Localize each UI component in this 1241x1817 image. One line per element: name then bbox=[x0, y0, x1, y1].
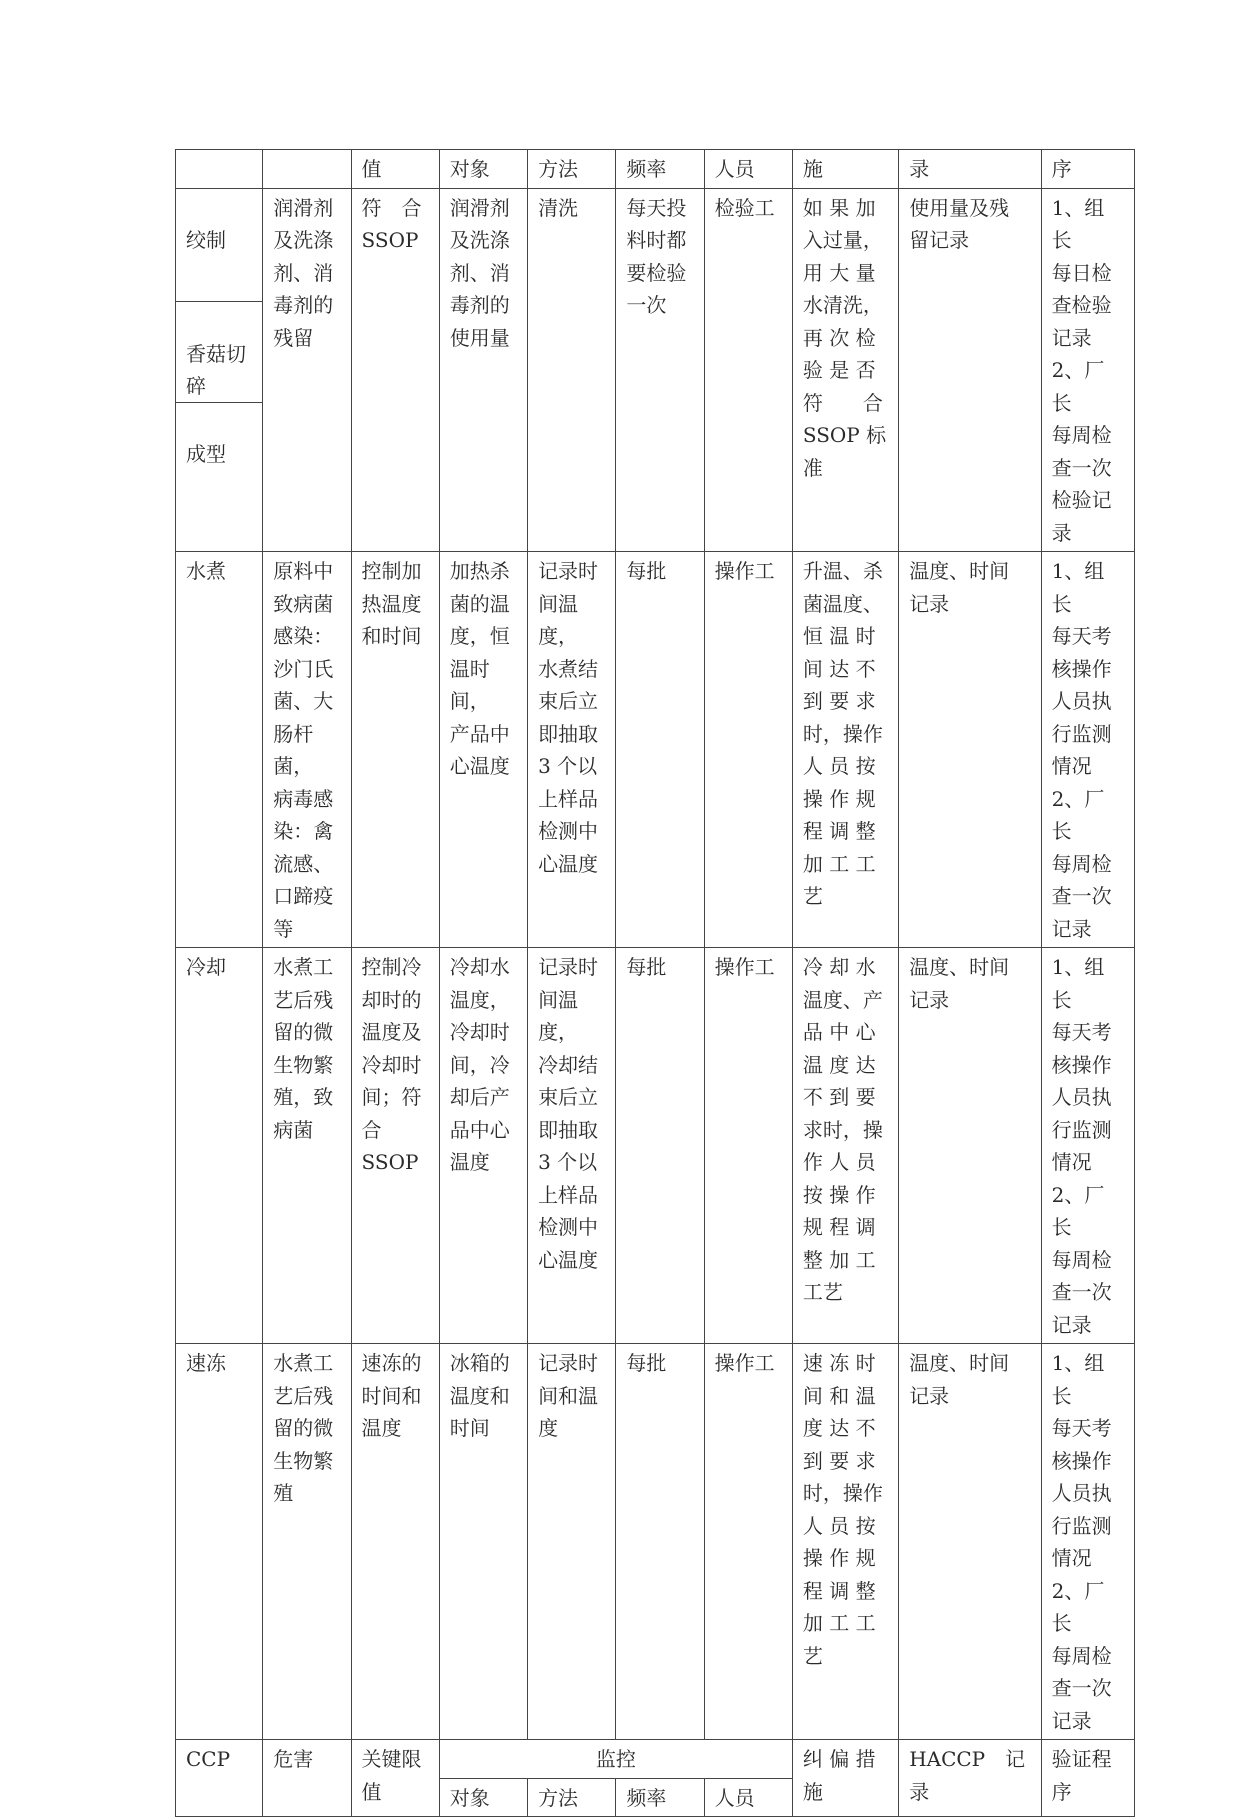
header-method-cell: 方法 bbox=[528, 150, 616, 189]
continued-header-row bbox=[176, 150, 1135, 189]
monitor-object-cell: 冷却水 温度， 冷却时 间，冷 却后产 品中心 温度 bbox=[439, 948, 527, 1344]
haccp-plan-table bbox=[175, 149, 1135, 1817]
monitor-method-header-cell: 方法 bbox=[528, 1778, 616, 1817]
table-row bbox=[176, 188, 1135, 552]
hazard-cell: 润滑剂 及洗涤 剂、消 毒剂的 残留 bbox=[263, 188, 351, 552]
monitor-object-cell: 加热杀 菌的温 度，恒 温时间， 产品中 心温度 bbox=[439, 552, 527, 948]
hazard-cell: 水煮工 艺后残 留的微 生物繁 殖，致 病菌 bbox=[263, 948, 351, 1344]
monitor-frequency-cell: 每批 bbox=[616, 948, 704, 1344]
record-cell: 温度、时间 记录 bbox=[899, 948, 1041, 1344]
corrective-action-cell: 升温、杀 菌温度、 恒 温 时 间 达 不 到 要 求 时，操作 人 员 按 操 作 规 程 调 整 加 工 工 艺 bbox=[792, 552, 898, 948]
verification-cell: 1、组长 每天考 核操作 人员执 行监测 情况 2、厂长 每周检 查一次 记录 bbox=[1041, 552, 1134, 948]
monitor-method-cell: 清洗 bbox=[528, 188, 616, 552]
header-record-cell: 录 bbox=[899, 150, 1041, 189]
monitor-method-cell: 记录时 间温度， 水煮结 束后立 即抽取 3 个以 上样品 检测中 心温度 bbox=[528, 552, 616, 948]
critical-limit-header-cell: 关键限 值 bbox=[351, 1740, 439, 1817]
monitor-object-cell: 冰箱的 温度和 时间 bbox=[439, 1344, 527, 1740]
header-step-cell bbox=[176, 150, 263, 189]
monitor-personnel-cell: 操作工 bbox=[704, 1344, 792, 1740]
header-verification-cell: 序 bbox=[1041, 150, 1134, 189]
monitor-personnel-header-cell: 人员 bbox=[704, 1778, 792, 1817]
hazard-cell: 水煮工 艺后残 留的微 生物繁 殖 bbox=[263, 1344, 351, 1740]
monitor-frequency-cell: 每天投 料时都 要检验 一次 bbox=[616, 188, 704, 552]
ccp-header-cell: CCP bbox=[176, 1740, 263, 1817]
haccp-record-header-cell: HACCP 记 录 bbox=[899, 1740, 1041, 1817]
record-cell: 温度、时间 记录 bbox=[899, 552, 1041, 948]
header-object-cell: 对象 bbox=[439, 150, 527, 189]
monitor-personnel-cell: 操作工 bbox=[704, 948, 792, 1344]
corrective-action-header-cell: 纠 偏 措 施 bbox=[792, 1740, 898, 1817]
critical-limit-cell: 控制加 热温度 和时间 bbox=[351, 552, 439, 948]
corrective-action-cell: 如 果 加 入过量， 用 大 量 水清洗， 再 次 检 验 是 否 符 合 SSOP 标 准 bbox=[792, 188, 898, 552]
monitor-personnel-cell: 检验工 bbox=[704, 188, 792, 552]
monitor-frequency-cell: 每批 bbox=[616, 552, 704, 948]
header-personnel-cell: 人员 bbox=[704, 150, 792, 189]
process-step-cell bbox=[176, 188, 263, 552]
document-page bbox=[175, 149, 1135, 1817]
table-row bbox=[176, 948, 1135, 1344]
verification-cell: 1、组长 每日检 查检验 记录 2、厂长 每周检 查一次 检验记 录 bbox=[1041, 188, 1134, 552]
process-step-label: 绞制 bbox=[176, 221, 262, 302]
monitor-object-cell: 润滑剂 及洗涤 剂、消 毒剂的 使用量 bbox=[439, 188, 527, 552]
corrective-action-cell: 速 冻 时 间 和 温 度 达 不 到 要 求 时，操作 人 员 按 操 作 规 程 调 整 加 工 工 艺 bbox=[792, 1344, 898, 1740]
record-cell: 使用量及残 留记录 bbox=[899, 188, 1041, 552]
header-hazard-cell bbox=[263, 150, 351, 189]
monitor-frequency-header-cell: 频率 bbox=[616, 1778, 704, 1817]
hazard-header-cell: 危害 bbox=[263, 1740, 351, 1817]
monitor-object-header-cell: 对象 bbox=[439, 1778, 527, 1817]
verification-cell: 1、组长 每天考 核操作 人员执 行监测 情况 2、厂长 每周检 查一次 记录 bbox=[1041, 948, 1134, 1344]
process-step-cell: 水煮 bbox=[176, 552, 263, 948]
critical-limit-cell: 速冻的 时间和 温度 bbox=[351, 1344, 439, 1740]
process-step-cell: 速冻 bbox=[176, 1344, 263, 1740]
verification-header-cell: 验证程 序 bbox=[1041, 1740, 1134, 1817]
table-row bbox=[176, 1344, 1135, 1740]
monitor-personnel-cell: 操作工 bbox=[704, 552, 792, 948]
monitoring-header-cell: 监控 bbox=[439, 1740, 792, 1779]
corrective-action-cell: 冷 却 水 温度、产 品 中 心 温 度 达 不 到 要 求时，操 作 人 员 按 操 作 规 程 调 整 加 工 工艺 bbox=[792, 948, 898, 1344]
table-row bbox=[176, 552, 1135, 948]
process-step-label: 香菇切 碎 bbox=[176, 335, 262, 403]
critical-limit-cell: 控制冷 却时的 温度及 冷却时 间；符 合 SSOP bbox=[351, 948, 439, 1344]
header-limit-cell: 值 bbox=[351, 150, 439, 189]
header-frequency-cell: 频率 bbox=[616, 150, 704, 189]
verification-cell: 1、组长 每天考 核操作 人员执 行监测 情况 2、厂长 每周检 查一次 记录 bbox=[1041, 1344, 1134, 1740]
hazard-cell: 原料中 致病菌 感染： 沙门氏 菌、大 肠杆菌， 病毒感 染：禽 流感、 口蹄疫 等 bbox=[263, 552, 351, 948]
header-corrective-cell: 施 bbox=[792, 150, 898, 189]
process-step-cell: 冷却 bbox=[176, 948, 263, 1344]
monitor-method-cell: 记录时 间和温 度 bbox=[528, 1344, 616, 1740]
repeated-header-row bbox=[176, 1740, 1135, 1779]
process-step-label: 成型 bbox=[186, 442, 226, 466]
critical-limit-cell: 符 合 SSOP bbox=[351, 188, 439, 552]
monitor-frequency-cell: 每批 bbox=[616, 1344, 704, 1740]
record-cell: 温度、时间 记录 bbox=[899, 1344, 1041, 1740]
monitor-method-cell: 记录时 间温度， 冷却结 束后立 即抽取 3 个以 上样品 检测中 心温度 bbox=[528, 948, 616, 1344]
